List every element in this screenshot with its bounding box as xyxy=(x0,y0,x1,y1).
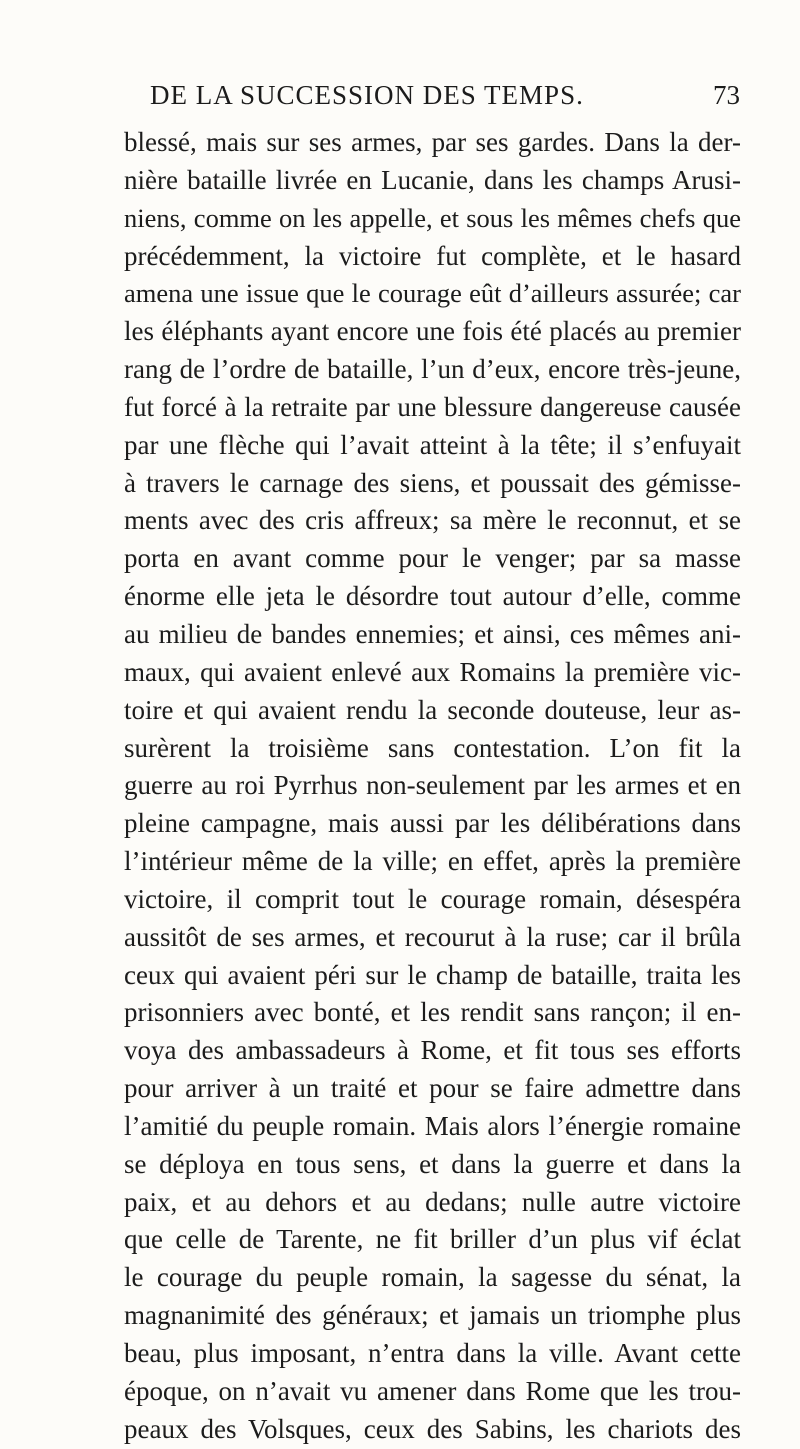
text-line: guerre au roi Pyrrhus non-seulement par les armes et en xyxy=(124,770,741,801)
running-title: DE LA SUCCESSION DES TEMPS. xyxy=(150,80,584,110)
text-line: prisonniers avec bonté, et les rendit sans rançon; il en- xyxy=(124,997,741,1028)
text-line: toire et qui avaient rendu la seconde douteuse, leur as- xyxy=(124,694,741,725)
text-line: l’intérieur même de la ville; en effet, après la première xyxy=(124,846,741,877)
text-line: à travers le carnage des siens, et poussait des gémisse- xyxy=(124,467,741,498)
text-line: paix, et au dehors et au dedans; nulle autre victoire xyxy=(124,1186,741,1217)
text-line: l’amitié du peuple romain. Mais alors l’énergie romaine xyxy=(124,1110,741,1141)
running-head xyxy=(150,80,740,116)
text-line: énorme elle jeta le désordre tout autour d’elle, comme xyxy=(124,581,741,612)
text-line: rang de l’ordre de bataille, l’un d’eux, encore très-jeune, xyxy=(124,354,741,385)
text-line: pour arriver à un traité et pour se faire admettre dans xyxy=(124,1073,741,1104)
body-text xyxy=(124,124,741,1449)
text-line: ments avec des cris affreux; sa mère le reconnut, et se xyxy=(124,505,741,536)
text-line: beau, plus imposant, n’entra dans la ville. Avant cette xyxy=(124,1338,741,1368)
text-line: ceux qui avaient péri sur le champ de bataille, traita les xyxy=(124,959,741,990)
text-line: fut forcé à la retraite par une blessure dangereuse causée xyxy=(124,391,741,422)
text-line: magnanimité des généraux; et jamais un triomphe plus xyxy=(124,1300,741,1331)
text-line: peaux des Volsques, ceux des Sabins, les chariots des xyxy=(124,1413,741,1444)
text-line: les éléphants ayant encore une fois été placés au premier xyxy=(124,316,741,347)
text-line: nière bataille livrée en Lucanie, dans les champs Arusi- xyxy=(124,164,741,195)
text-line: le courage du peuple romain, la sagesse du sénat, la xyxy=(124,1262,741,1293)
text-line: se déploya en tous sens, et dans la guerre et dans la xyxy=(124,1148,741,1179)
text-line: porta en avant comme pour le venger; par sa masse xyxy=(124,543,741,574)
text-line: époque, on n’avait vu amener dans Rome que les trou- xyxy=(124,1375,741,1406)
text-line: précédemment, la victoire fut complète, et le hasard xyxy=(124,240,741,271)
text-line: amena une issue que le courage eût d’ailleurs assurée; car xyxy=(124,278,741,309)
text-line: voya des ambassadeurs à Rome, et fit tous ses efforts xyxy=(124,1035,741,1066)
text-line: maux, qui avaient enlevé aux Romains la première vic- xyxy=(124,656,741,687)
text-line: pleine campagne, mais aussi par les délibérations dans xyxy=(124,808,741,839)
page-number: 73 xyxy=(713,80,740,110)
text-line: blessé, mais sur ses armes, par ses gardes. Dans la der- xyxy=(124,127,741,157)
text-line: victoire, il comprit tout le courage romain, désespéra xyxy=(124,883,741,914)
text-line: au milieu de bandes ennemies; et ainsi, ces mêmes ani- xyxy=(124,618,741,649)
text-line: niens, comme on les appelle, et sous les mêmes chefs que xyxy=(124,202,741,233)
text-line: surèrent la troisième sans contestation. L’on fit la xyxy=(124,732,741,763)
text-line: par une flèche qui l’avait atteint à la tête; il s’enfuyait xyxy=(124,429,741,460)
text-line: que celle de Tarente, ne fit briller d’un plus vif éclat xyxy=(124,1224,741,1255)
text-line: aussitôt de ses armes, et recourut à la ruse; car il brûla xyxy=(124,921,741,952)
